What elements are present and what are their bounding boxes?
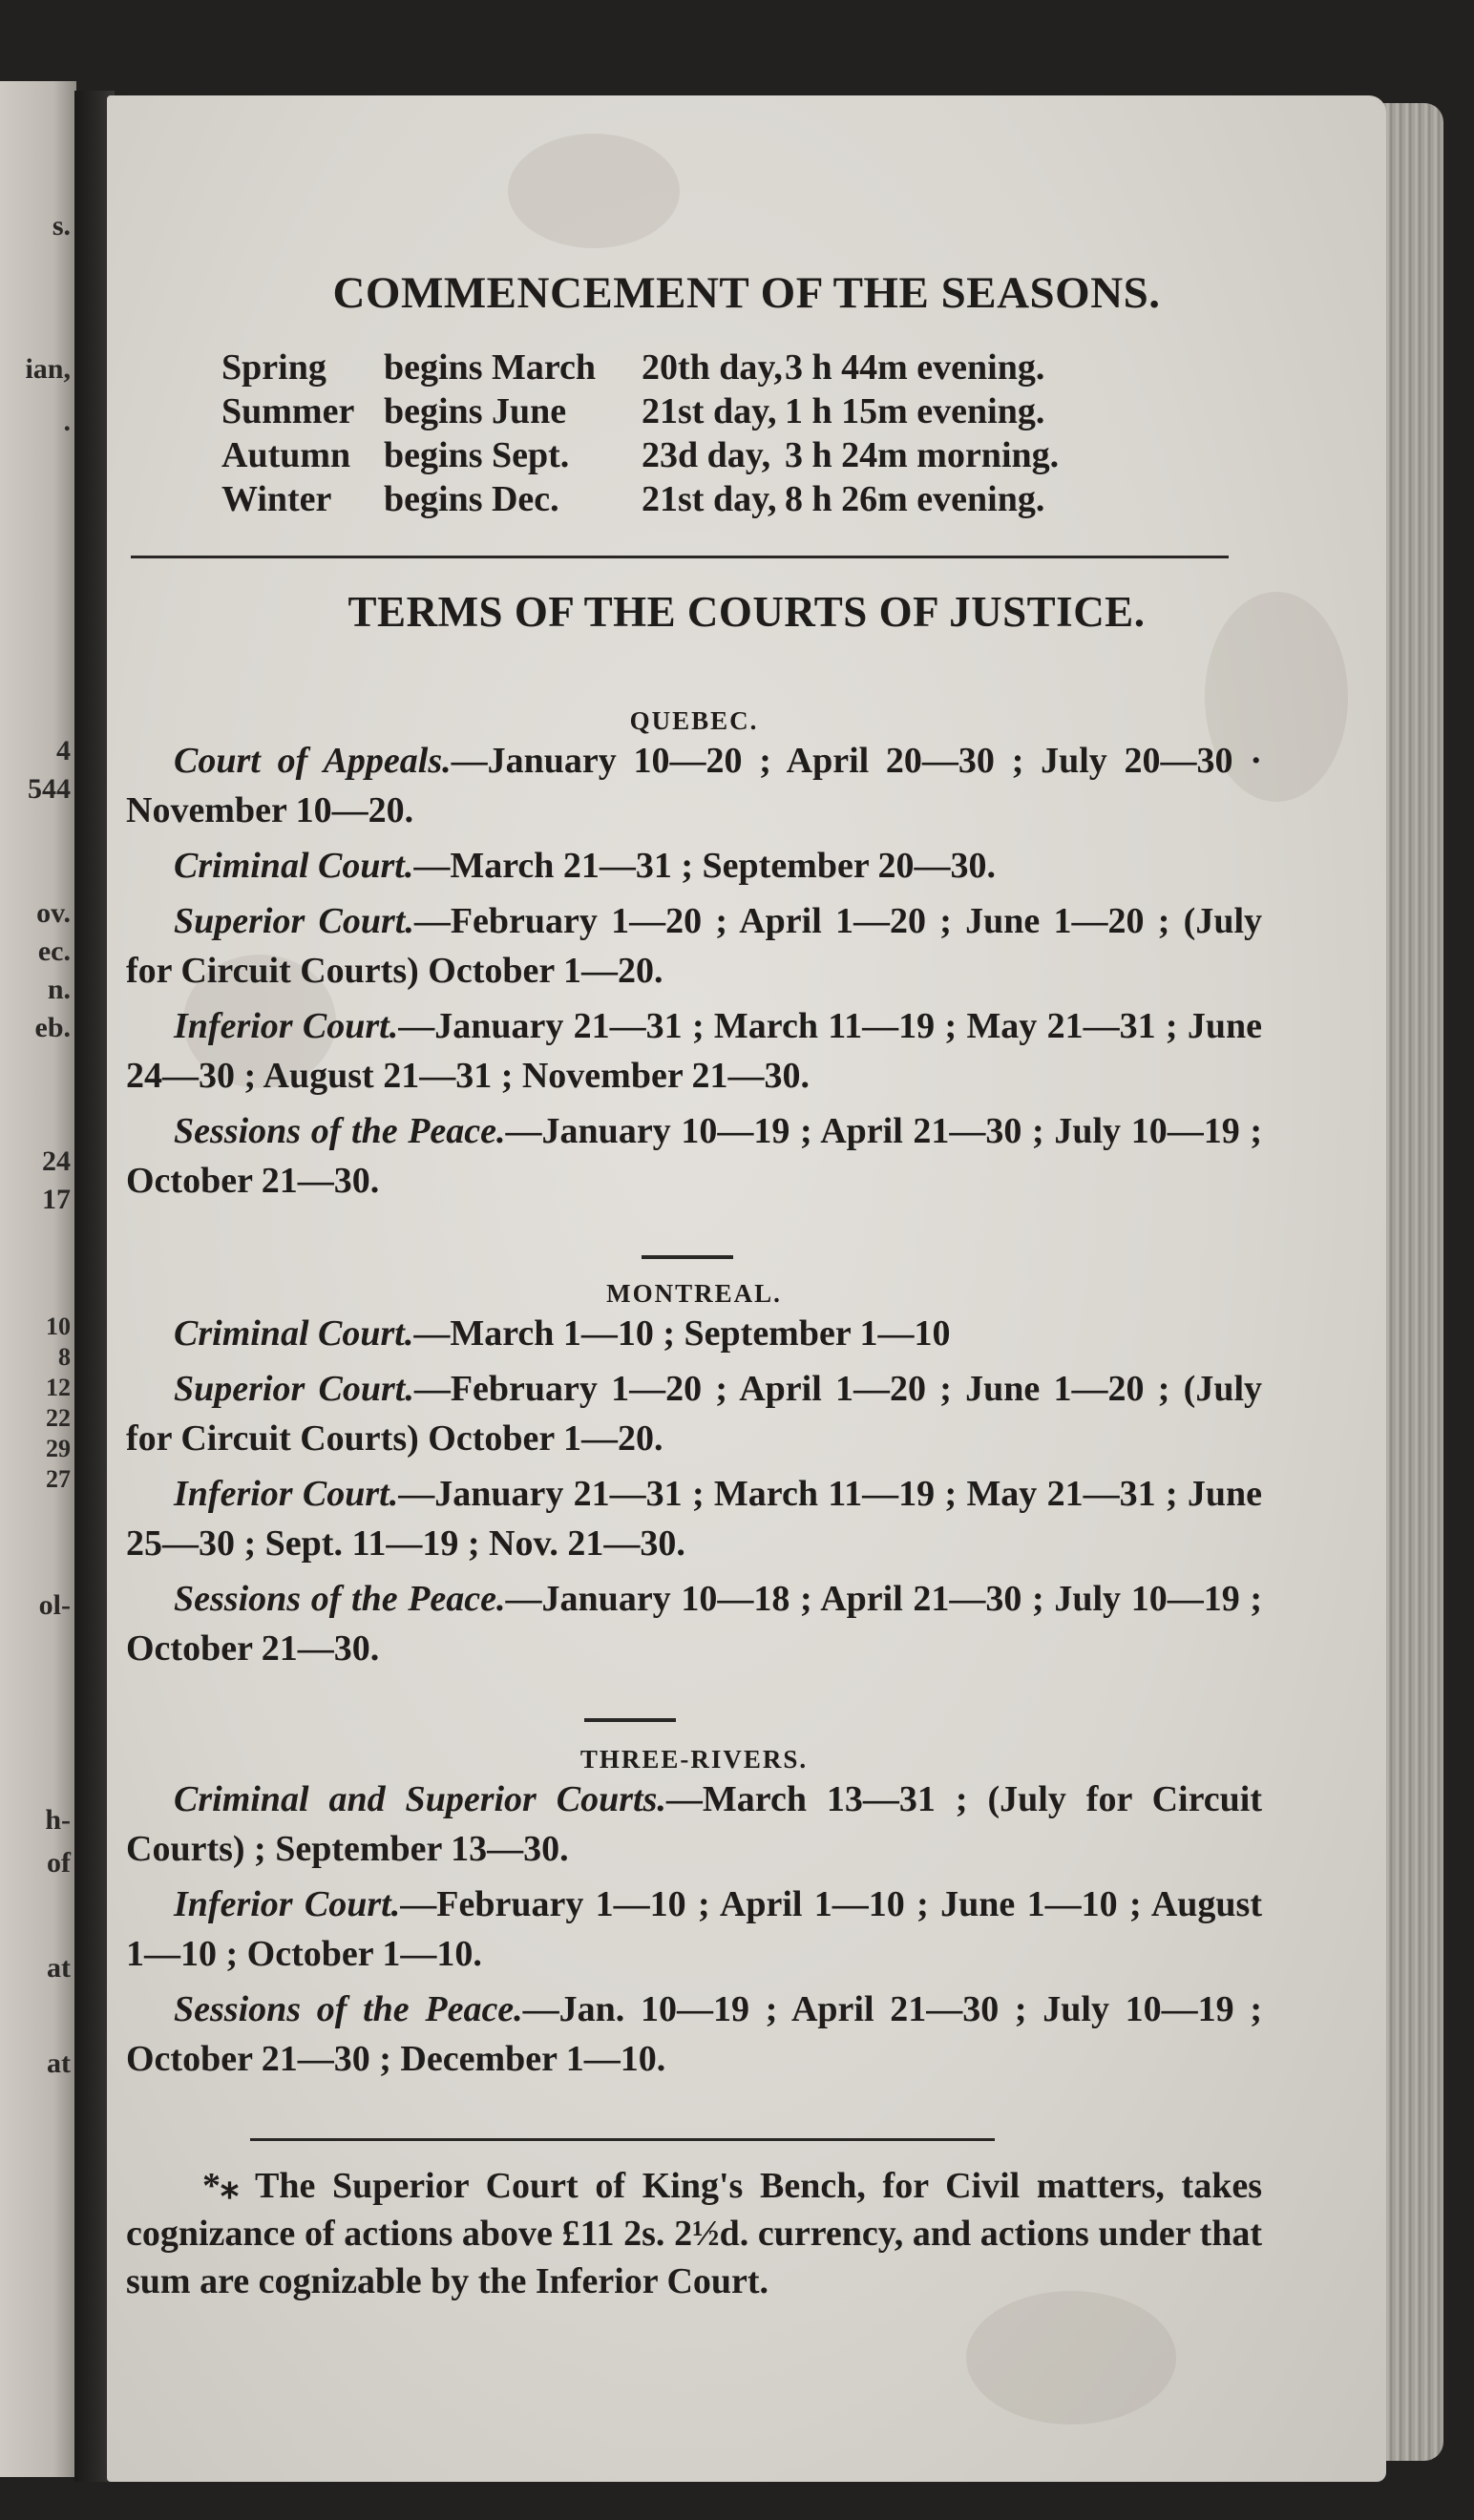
court-terms: —February 1—20 ; April 1—20 ; June 1—20 ; (July for Circuit Courts) October 1—20. [126,1369,1263,1459]
margin-fragment: 8 [58,1343,71,1371]
court-entry [126,1469,1262,1568]
court-name: Inferior Court. [174,1884,401,1924]
section-divider-short [584,1718,676,1722]
margin-fragment: ian, [25,353,71,385]
court-entry [126,1880,1262,1979]
margin-fragment: ec. [37,935,71,967]
season-day: 21st day, [642,391,777,431]
season-day: 23d day, [642,435,771,475]
court-entry [126,1001,1262,1101]
margin-fragment: 27 [46,1465,71,1493]
season-row [221,477,1272,521]
footnote-section [126,2162,1262,2305]
season-time: 3 h 44m evening. [785,347,1045,388]
court-terms: —March 13—31 ; (July for Circuit Courts) ; September 13—30. [126,1779,1262,1869]
court-entry [126,1774,1262,1874]
season-name: Summer [221,391,355,431]
section-place: QUEBEC. [629,706,759,735]
season-time: 3 h 24m morning. [785,435,1060,475]
footnote-text: *⁎ The Superior Court of King's Bench, for Civil matters, takes cognizance of actions above £11 2s. 2½d. currency, and actions under that sum are cognizable by the Inferior Court. [126,2166,1262,2301]
margin-fragment: of [47,1847,71,1879]
court-terms: —January 10—19 ; April 21—30 ; July 10—19 ; October 21—30. [126,1111,1263,1201]
court-entry [126,736,1262,835]
season-row [221,389,1272,433]
court-name: Sessions of the Peace. [174,1579,506,1619]
section-place: MONTREAL. [606,1279,782,1308]
season-day: 20th day, [642,347,783,388]
quebec-section [126,706,1262,1211]
court-name: Inferior Court. [174,1006,399,1046]
margin-fragment: 17 [42,1184,71,1215]
season-name: Autumn [221,435,351,475]
court-entry [126,1984,1262,2084]
margin-fragment: 544 [28,773,71,805]
margin-fragment: 29 [46,1435,71,1462]
margin-fragment: at [47,2048,71,2079]
section-place: THREE-RIVERS. [579,1745,809,1774]
court-terms: —February 1—20 ; April 1—20 ; June 1—20 ; (July for Circuit Courts) October 1—20. [126,901,1263,991]
seasons-title: COMMENCEMENT OF THE SEASONS. [332,268,1161,318]
court-name: Sessions of the Peace. [174,1989,523,2029]
court-terms: —January 21—31 ; March 11—19 ; May 21—31 ; June 25—30 ; Sept. 11—19 ; Nov. 21—30. [126,1474,1263,1564]
court-entry [126,1106,1262,1206]
court-terms: —March 1—10 ; September 1—10 [413,1313,951,1354]
margin-fragment: 24 [42,1145,71,1177]
season-name: Winter [221,479,332,519]
court-entry [126,841,1262,891]
court-name: Criminal and Superior Courts. [174,1779,666,1819]
almanac-page [107,95,1386,2482]
court-name: Superior Court. [174,901,414,941]
footnote-divider [250,2138,995,2141]
margin-fragment: 22 [46,1404,71,1432]
court-entry [126,1309,1262,1358]
courts-section [107,587,1386,637]
season-begins: begins Dec. [384,479,559,519]
court-name: Sessions of the Peace. [174,1111,506,1151]
season-begins: begins Sept. [384,435,570,475]
margin-fragment: 4 [56,735,71,766]
season-begins: begins June [384,391,567,431]
court-name: Superior Court. [174,1369,414,1409]
margin-fragment: ol- [38,1589,71,1621]
season-time: 1 h 15m evening. [785,391,1045,431]
courts-title: TERMS OF THE COURTS OF JUSTICE. [347,588,1146,636]
court-entry [126,896,1262,996]
section-divider-short [642,1255,733,1259]
margin-fragment: . [63,406,71,437]
margin-fragment: h- [45,1804,71,1836]
margin-fragment: n. [47,974,71,1005]
court-terms: —February 1—10 ; April 1—10 ; June 1—10 ; August 1—10 ; October 1—10. [126,1884,1262,1974]
margin-fragment: ov. [36,897,71,929]
section-divider [131,556,1229,558]
court-name: Criminal Court. [174,1313,414,1354]
three-rivers-section [126,1745,1262,2090]
court-terms: —January 21—31 ; March 11—19 ; May 21—31 ; June 24—30 ; August 21—31 ; November 21—30. [126,1006,1263,1096]
court-name: Court of Appeals. [174,741,452,781]
seasons-table [221,346,1272,521]
season-begins: begins March [384,347,597,388]
montreal-section [126,1279,1262,1679]
court-entry [126,1364,1262,1463]
margin-fragment: eb. [34,1012,71,1043]
season-row [221,346,1272,389]
court-terms: —Jan. 10—19 ; April 21—30 ; July 10—19 ; October 21—30 ; December 1—10. [126,1989,1263,2079]
margin-fragment: 12 [46,1374,71,1401]
paper-stain [508,134,680,248]
margin-fragment: at [47,1952,71,1984]
season-name: Spring [221,347,326,388]
previous-page-edge [0,81,76,2477]
margin-fragment: s. [52,210,71,242]
court-terms: —January 10—20 ; April 20—30 ; July 20—30 · November 10—20. [126,741,1262,830]
court-name: Inferior Court. [174,1474,399,1514]
court-terms: —January 10—18 ; April 21—30 ; July 10—19 ; October 21—30. [126,1579,1263,1669]
paper-stain [966,2291,1176,2425]
season-time: 8 h 26m evening. [785,479,1045,519]
season-day: 21st day, [642,479,777,519]
court-entry [126,1574,1262,1673]
season-row [221,433,1272,477]
court-terms: —March 21—31 ; September 20—30. [413,846,997,886]
court-name: Criminal Court. [174,846,414,886]
margin-fragment: 10 [46,1312,71,1340]
seasons-section [107,267,1386,319]
